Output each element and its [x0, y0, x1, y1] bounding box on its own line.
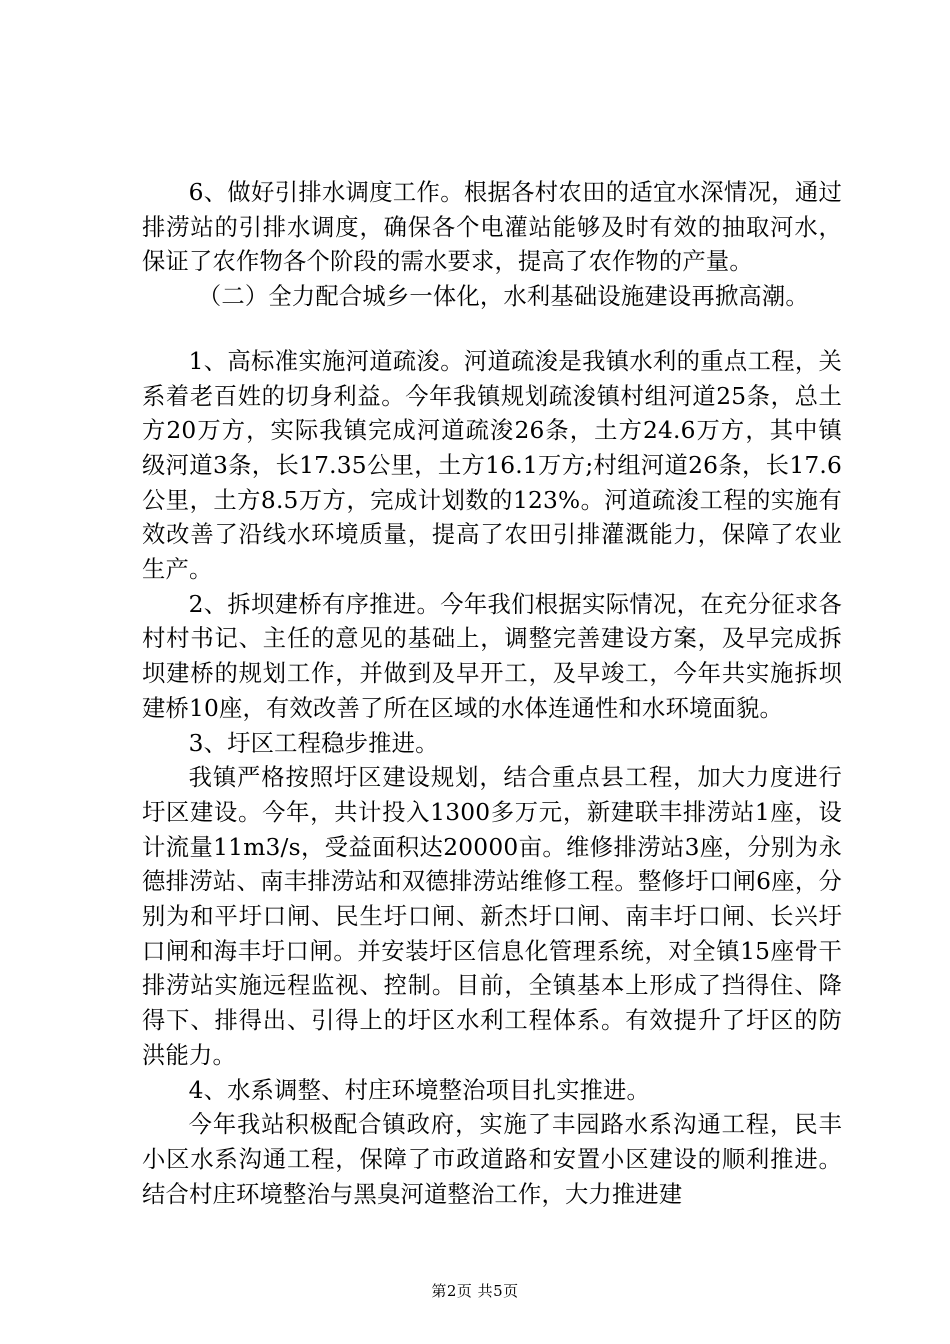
paragraph-polder-construction: 我镇严格按照圩区建设规划，结合重点县工程，加大力度进行圩区建设。今年，共计投入1300多万元，新建联丰排涝站1座，设计流量11m3/s，受益面积达20000亩。维修排涝站3座，分别为永德排涝站、南丰排涝站和双德排涝站维修工程。整修圩口闸6座，分别为和平圩口闸、民生圩口闸、新杰圩口闸、南丰圩口闸、长兴圩口闸和海丰圩口闸。并安装圩区信息化管理系统，对全镇15座骨干排涝站实施远程监视、控制。目前，全镇基本上形成了挡得住、降得下、排得出、引得上的圩区水利工程体系。有效提升了圩区的防洪能力。	[142, 764, 842, 1069]
paragraph-water-system-heading: 4、水系调整、村庄环境整治项目扎实推进。	[188, 1076, 651, 1104]
paragraph-dam-bridge: 2、拆坝建桥有序推进。今年我们根据实际情况，在充分征求各村村书记、主任的意见的基础上，调整完善建设方案，及早完成拆坝建桥的规划工作，并做到及早开工，及早竣工，今年共实施拆坝建桥10座，有效改善了所在区域的水体连通性和水环境面貌。	[142, 590, 842, 722]
page-number-footer: 第2页 共5页	[431, 1282, 519, 1300]
paragraph-water-dispatch: 6、做好引排水调度工作。根据各村农田的适宜水深情况，通过排涝站的引排水调度，确保各个电灌站能够及时有效的抽取河水，保证了农作物各个阶段的需水要求，提高了农作物的产量。	[142, 179, 842, 276]
paragraph-water-system-project: 今年我站积极配合镇政府，实施了丰园路水系沟通工程，民丰小区水系沟通工程，保障了市政道路和安置小区建设的顺利推进。结合村庄环境整治与黑臭河道整治工作，大力推进建	[142, 1111, 842, 1208]
document-body	[142, 176, 842, 1212]
paragraph-polder-heading: 3、圩区工程稳步推进。	[188, 729, 439, 757]
paragraph-spacer	[142, 315, 842, 345]
section-heading-infrastructure: （二）全力配合城乡一体化，水利基础设施建设再掀高潮。	[197, 283, 809, 311]
paragraph-river-dredging: 1、高标准实施河道疏浚。河道疏浚是我镇水利的重点工程，关系着老百姓的切身利益。今年我镇规划疏浚镇村组河道25条，总土方20万方，实际我镇完成河道疏浚26条，土方24.6万方，其中镇级河道3条，长17.35公里，土方16.1万方;村组河道26条，长17.6公里，土方8.5万方，完成计划数的123%。河道疏浚工程的实施有效改善了沿线水环境质量，提高了农田引排灌溉能力，保障了农业生产。	[142, 347, 842, 584]
